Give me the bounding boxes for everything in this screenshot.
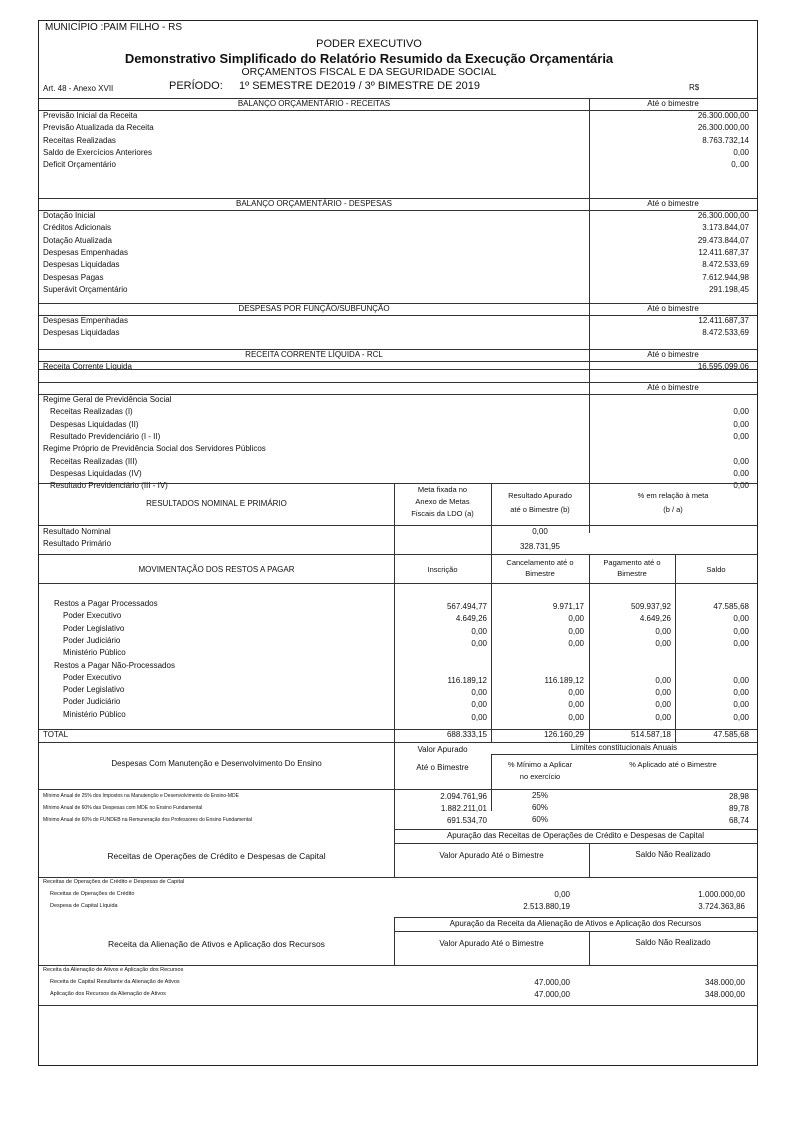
funcao-column-header: Até o bimestre [647,304,699,313]
receitas-row-label: Deficit Orçamentário [43,160,116,170]
periodo-value: 1º SEMESTRE DE2019 / 3º BIMESTRE DE 2019 [239,80,480,92]
report-page [38,20,758,1066]
restos-row-value: 0,00 [471,712,487,722]
mde-min-header: % Mínimo a Aplicar [507,760,573,769]
restos-row-value: 0,00 [733,626,749,636]
despesas-row-value: 8.472.533,69 [702,260,749,270]
artigo-label: Art. 48 - Anexo XVII [43,84,114,93]
despesas-row-value: 29.473.844,07 [697,235,749,245]
alienacao-header: Apuração da Receita da Alienação de Ativos e Aplicação dos Recursos [449,919,702,928]
restos-row-label: Restos a Pagar Processados [54,599,158,608]
despesas-row-value: 26.300.000,00 [697,211,749,220]
pagamento-header: Pagamento até o Bimestre [603,558,661,578]
total-value: 126.160,29 [543,730,584,739]
funcao-row-value: 12.411.687,37 [698,316,749,325]
funcao-row-label: Despesas Empenhadas [43,316,128,325]
column-divider [394,742,395,830]
apurado-header: Resultado Apurado [508,491,572,500]
cancelamento-header: Cancelamento até o Bimestre [506,558,574,578]
alienacao-saldo-header: Saldo Não Realizado [635,938,711,947]
restos-row-value: 0,00 [655,638,671,648]
previdencia-row-label: Receitas Realizadas (III) [50,456,138,466]
previdencia-row-label: Resultado Previdenciário (III - IV) [50,481,168,491]
restos-row-label: Poder Judiciário [63,697,121,707]
municipio-label: MUNICÍPIO :PAIM FILHO - RS [45,22,183,33]
divider-line [39,315,757,316]
previdencia-row-value: 0,00 [733,468,749,478]
previdencia-row-value: 0,00 [733,481,749,491]
despesas-row-value: 12.411.687,37 [698,247,749,257]
periodo-label: PERÍODO: [169,80,223,92]
mde-title: Despesas Com Manutenção e Desenvolvimento Do Ensino [111,759,322,768]
rcl-row-label: Receita Corrente Líquida [43,362,132,371]
resultados-title: RESULTADOS NOMINAL E PRIMÁRIO [146,499,287,508]
alienacao-row-label: Aplicação dos Recursos da Alienação de Ativos [50,991,166,997]
divider-line [394,917,757,918]
despesas-row-label: Despesas Liquidadas [43,260,120,270]
restos-row-value: 567.494,77 [446,602,487,611]
total-label: TOTAL [43,730,69,739]
restos-row-value: 9.971,17 [552,602,584,611]
mde-row-label: Mínimo Anual de 60% das Despesas com MDE no Ensino Fundamental [43,805,203,811]
previdencia-row-value: 0,00 [733,431,749,441]
credito-row-valor: 0,00 [554,890,570,899]
mde-row-label: Mínimo Anual de 60% do FUNDEB na Remuneração dos Professores do Ensino Fundamental [43,817,253,823]
credito-header: Apuração das Receitas de Operações de Crédito e Despesas de Capital [446,831,705,840]
pct-header: % em relação à meta [637,491,709,500]
despesas-row-value: 291.198,45 [708,284,749,294]
funcao-row-label: Despesas Liquidadas [43,328,120,338]
total-value: 688.333,15 [446,730,487,739]
mde-row-label: Mínimo Anual de 25% dos Impostos na Manutenção e Desenvolvimento do Ensino-MDE [43,793,239,799]
alienacao-row-label: Receita de Capital Resultante da Alienação de Ativos [50,979,180,985]
divider-line [394,843,757,844]
despesas-row-value: 7.612.944,98 [702,272,749,282]
receitas-row-label: Previsão Inicial da Receita [43,111,138,120]
restos-row-label: Poder Legislativo [63,685,125,695]
restos-row-value: 0,00 [655,626,671,636]
divider-line [39,525,757,526]
despesas-row-label: Despesas Empenhadas [43,247,128,257]
mde-valor-header: Até o Bimestre [416,763,469,772]
restos-row-value: 0,00 [733,614,749,624]
restos-row-value: 509.937,92 [630,602,671,611]
mde-valor-header: Valor Apurado [417,745,468,754]
despesas-row-value: 3.173.844,07 [702,223,749,233]
receitas-row-value: 26.300.000,00 [697,111,749,120]
restos-row-value: 0,00 [568,626,584,636]
credito-saldo-header: Saldo Não Realizado [635,850,711,859]
alienacao-title: Receita da Alienação de Ativos e Aplicação dos Recursos [108,939,325,949]
mde-limites-header: Limites constitucionais Anuais [570,743,678,752]
currency-label: R$ [689,83,700,92]
mde-aplicado-header: % Aplicado até o Bimestre [629,760,717,769]
restos-row-label: Ministério Público [63,648,126,658]
divider-line [39,210,757,211]
mde-row-valor: 691.534,70 [446,816,487,825]
column-divider [589,843,590,877]
credito-group-label: Receitas de Operações de Crédito e Despesas de Capital [43,879,185,885]
previdencia-row-label: Receitas Realizadas (I) [50,407,133,417]
alienacao-row-valor: 47.000,00 [534,978,570,987]
mde-row-aplicado: 28,98 [728,792,749,801]
resultado-row-value: 0,00 [532,527,548,536]
saldo-header: Saldo [706,565,726,574]
restos-row-value: 0,00 [733,700,749,710]
mde-min-header: no exercício [519,772,561,781]
restos-row-value: 0,00 [568,688,584,698]
resultado-row-label: Resultado Nominal [43,527,111,536]
rcl-section-title: RECEITA CORRENTE LÍQUIDA - RCL [245,350,383,359]
previdencia-column-header: Até o bimestre [647,383,699,392]
rcl-row-value: 16.595.099,06 [697,362,749,371]
despesas-section-title: BALANÇO ORÇAMENTÁRIO - DESPESAS [235,199,393,208]
previdencia-row-value: 0,00 [733,419,749,429]
restos-row-value: 0,00 [568,638,584,648]
divider-line [39,965,757,966]
alienacao-valor-header: Valor Apurado Até o Bimestre [439,939,544,948]
restos-row-value: 0,00 [655,688,671,698]
previdencia-row-label: Regime Próprio de Previdência Social dos Servidores Públicos [43,444,266,454]
restos-row-value: 47.585,68 [713,602,749,611]
mde-row-valor: 2.094.761,96 [440,792,487,801]
receitas-row-label: Receitas Realizadas [43,135,116,145]
receitas-row-value: 0,00 [733,147,749,157]
receitas-row-label: Saldo de Exercícios Anteriores [43,147,152,157]
alienacao-row-valor: 47.000,00 [534,990,570,999]
restos-row-value: 0,00 [733,688,749,698]
receitas-section-title: BALANÇO ORÇAMENTÁRIO - RECEITAS [237,99,391,108]
restos-row-value: 0,00 [568,614,584,624]
restos-row-value: 0,00 [568,700,584,710]
total-value: 47.585,68 [713,730,749,739]
receitas-row-value: 0,.00 [731,160,749,170]
credito-row-valor: 2.513.880,19 [523,902,570,911]
mde-row-min: 60% [531,803,548,812]
resultado-row-value: 328.731,95 [519,542,561,552]
divider-line [39,789,757,790]
despesas-column-header: Até o bimestre [647,199,699,208]
divider-line [39,554,757,555]
funcao-row-value: 8.472.533,69 [702,328,749,338]
credito-title: Receitas de Operações de Crédito e Despesas de Capital [107,851,326,861]
restos-row-value: 0,00 [471,626,487,636]
despesas-row-label: Despesas Pagas [43,272,104,282]
meta-header: Meta fixada no [417,485,468,494]
divider-line [39,369,757,370]
restos-row-value: 0,00 [568,712,584,722]
restos-row-value: 4.649,26 [639,614,671,624]
restos-row-value: 0,00 [655,675,671,685]
divider-line [39,483,757,484]
divider-line [39,1005,757,1006]
alienacao-group-label: Receita da Alienação de Ativos e Aplicação dos Recursos [43,967,184,973]
alienacao-row-saldo: 348.000,00 [704,990,745,999]
credito-row-saldo: 3.724.363,86 [698,902,745,911]
divider-line [394,931,757,932]
restos-row-label: Ministério Público [63,709,126,719]
mde-row-min: 60% [531,815,548,824]
despesas-row-label: Dotação Inicial [43,211,96,220]
restos-row-value: 0,00 [471,638,487,648]
restos-row-label: Poder Executivo [63,672,122,682]
despesas-row-label: Créditos Adicionais [43,223,112,233]
divider-line [39,877,757,878]
poder-label: PODER EXECUTIVO [316,38,422,50]
previdencia-row-label: Despesas Liquidadas (II) [50,419,139,429]
column-divider [589,931,590,965]
previdencia-row-value: 0,00 [733,456,749,466]
mde-row-valor: 1.882.211,01 [440,804,487,813]
report-subtitle: ORÇAMENTOS FISCAL E DA SEGURIDADE SOCIAL [241,66,497,78]
total-value: 514.587,18 [630,730,671,739]
restos-row-label: Poder Judiciário [63,635,121,645]
divider-line [491,754,757,755]
restos-row-value: 0,00 [655,712,671,722]
restos-row-value: 0,00 [471,688,487,698]
credito-row-label: Receitas de Operações de Crédito [50,891,135,897]
mde-row-min: 25% [531,791,548,800]
credito-valor-header: Valor Apurado Até o Bimestre [439,851,544,860]
divider-line [39,361,757,362]
alienacao-row-saldo: 348.000,00 [704,978,745,987]
divider-line [39,110,757,111]
receitas-row-value: 26.300.000,00 [697,123,749,133]
restos-title: MOVIMENTAÇÃO DOS RESTOS A PAGAR [138,565,295,574]
divider-line [39,583,757,584]
receitas-row-label: Previsão Atualizada da Receita [43,123,154,133]
apurado-header: até o Bimestre (b) [510,505,570,514]
restos-row-value: 116.189,12 [544,675,584,685]
meta-header: Fiscais da LDO (a) [411,509,474,518]
credito-row-saldo: 1.000.000,00 [698,890,745,899]
restos-row-value: 4.649,26 [455,614,487,624]
restos-row-value: 0,00 [733,712,749,722]
resultado-row-label: Resultado Primário [43,539,112,549]
inscricao-header: Inscrição [427,565,458,574]
restos-row-value: 0,00 [655,700,671,710]
previdencia-row-label: Resultado Previdenciário (I - II) [50,431,161,441]
restos-row-label: Poder Legislativo [63,623,125,633]
meta-header: Anexo de Metas [415,497,470,506]
restos-row-value: 0,00 [733,675,749,685]
restos-row-label: Poder Executivo [63,611,122,621]
restos-row-value: 0,00 [733,638,749,648]
divider-line [394,829,757,830]
receitas-row-value: 8.763.732,14 [702,135,749,145]
despesas-row-label: Superávit Orçamentário [43,284,128,294]
funcao-section-title: DESPESAS POR FUNÇÃO/SUBFUNÇÃO [238,304,390,313]
previdencia-row-label: Regime Geral de Previdência Social [43,395,172,404]
mde-row-aplicado: 68,74 [728,816,749,825]
despesas-row-label: Dotação Atualizada [43,235,112,245]
restos-row-value: 116.189,12 [447,675,487,685]
report-title: Demonstrativo Simplificado do Relatório Resumido da Execução Orçamentária [124,51,614,66]
mde-row-aplicado: 89,78 [728,804,749,813]
credito-row-label: Despesa de Capital Líquida [50,903,118,909]
previdencia-row-label: Despesas Liquidadas (IV) [50,468,142,478]
previdencia-row-value: 0,00 [733,407,749,417]
receitas-column-header: Até o bimestre [647,99,699,108]
column-divider [589,98,590,483]
rcl-column-header: Até o bimestre [647,350,699,359]
pct-header: (b / a) [663,505,683,514]
restos-row-value: 0,00 [471,700,487,710]
restos-row-label: Restos a Pagar Não-Processados [54,660,175,670]
